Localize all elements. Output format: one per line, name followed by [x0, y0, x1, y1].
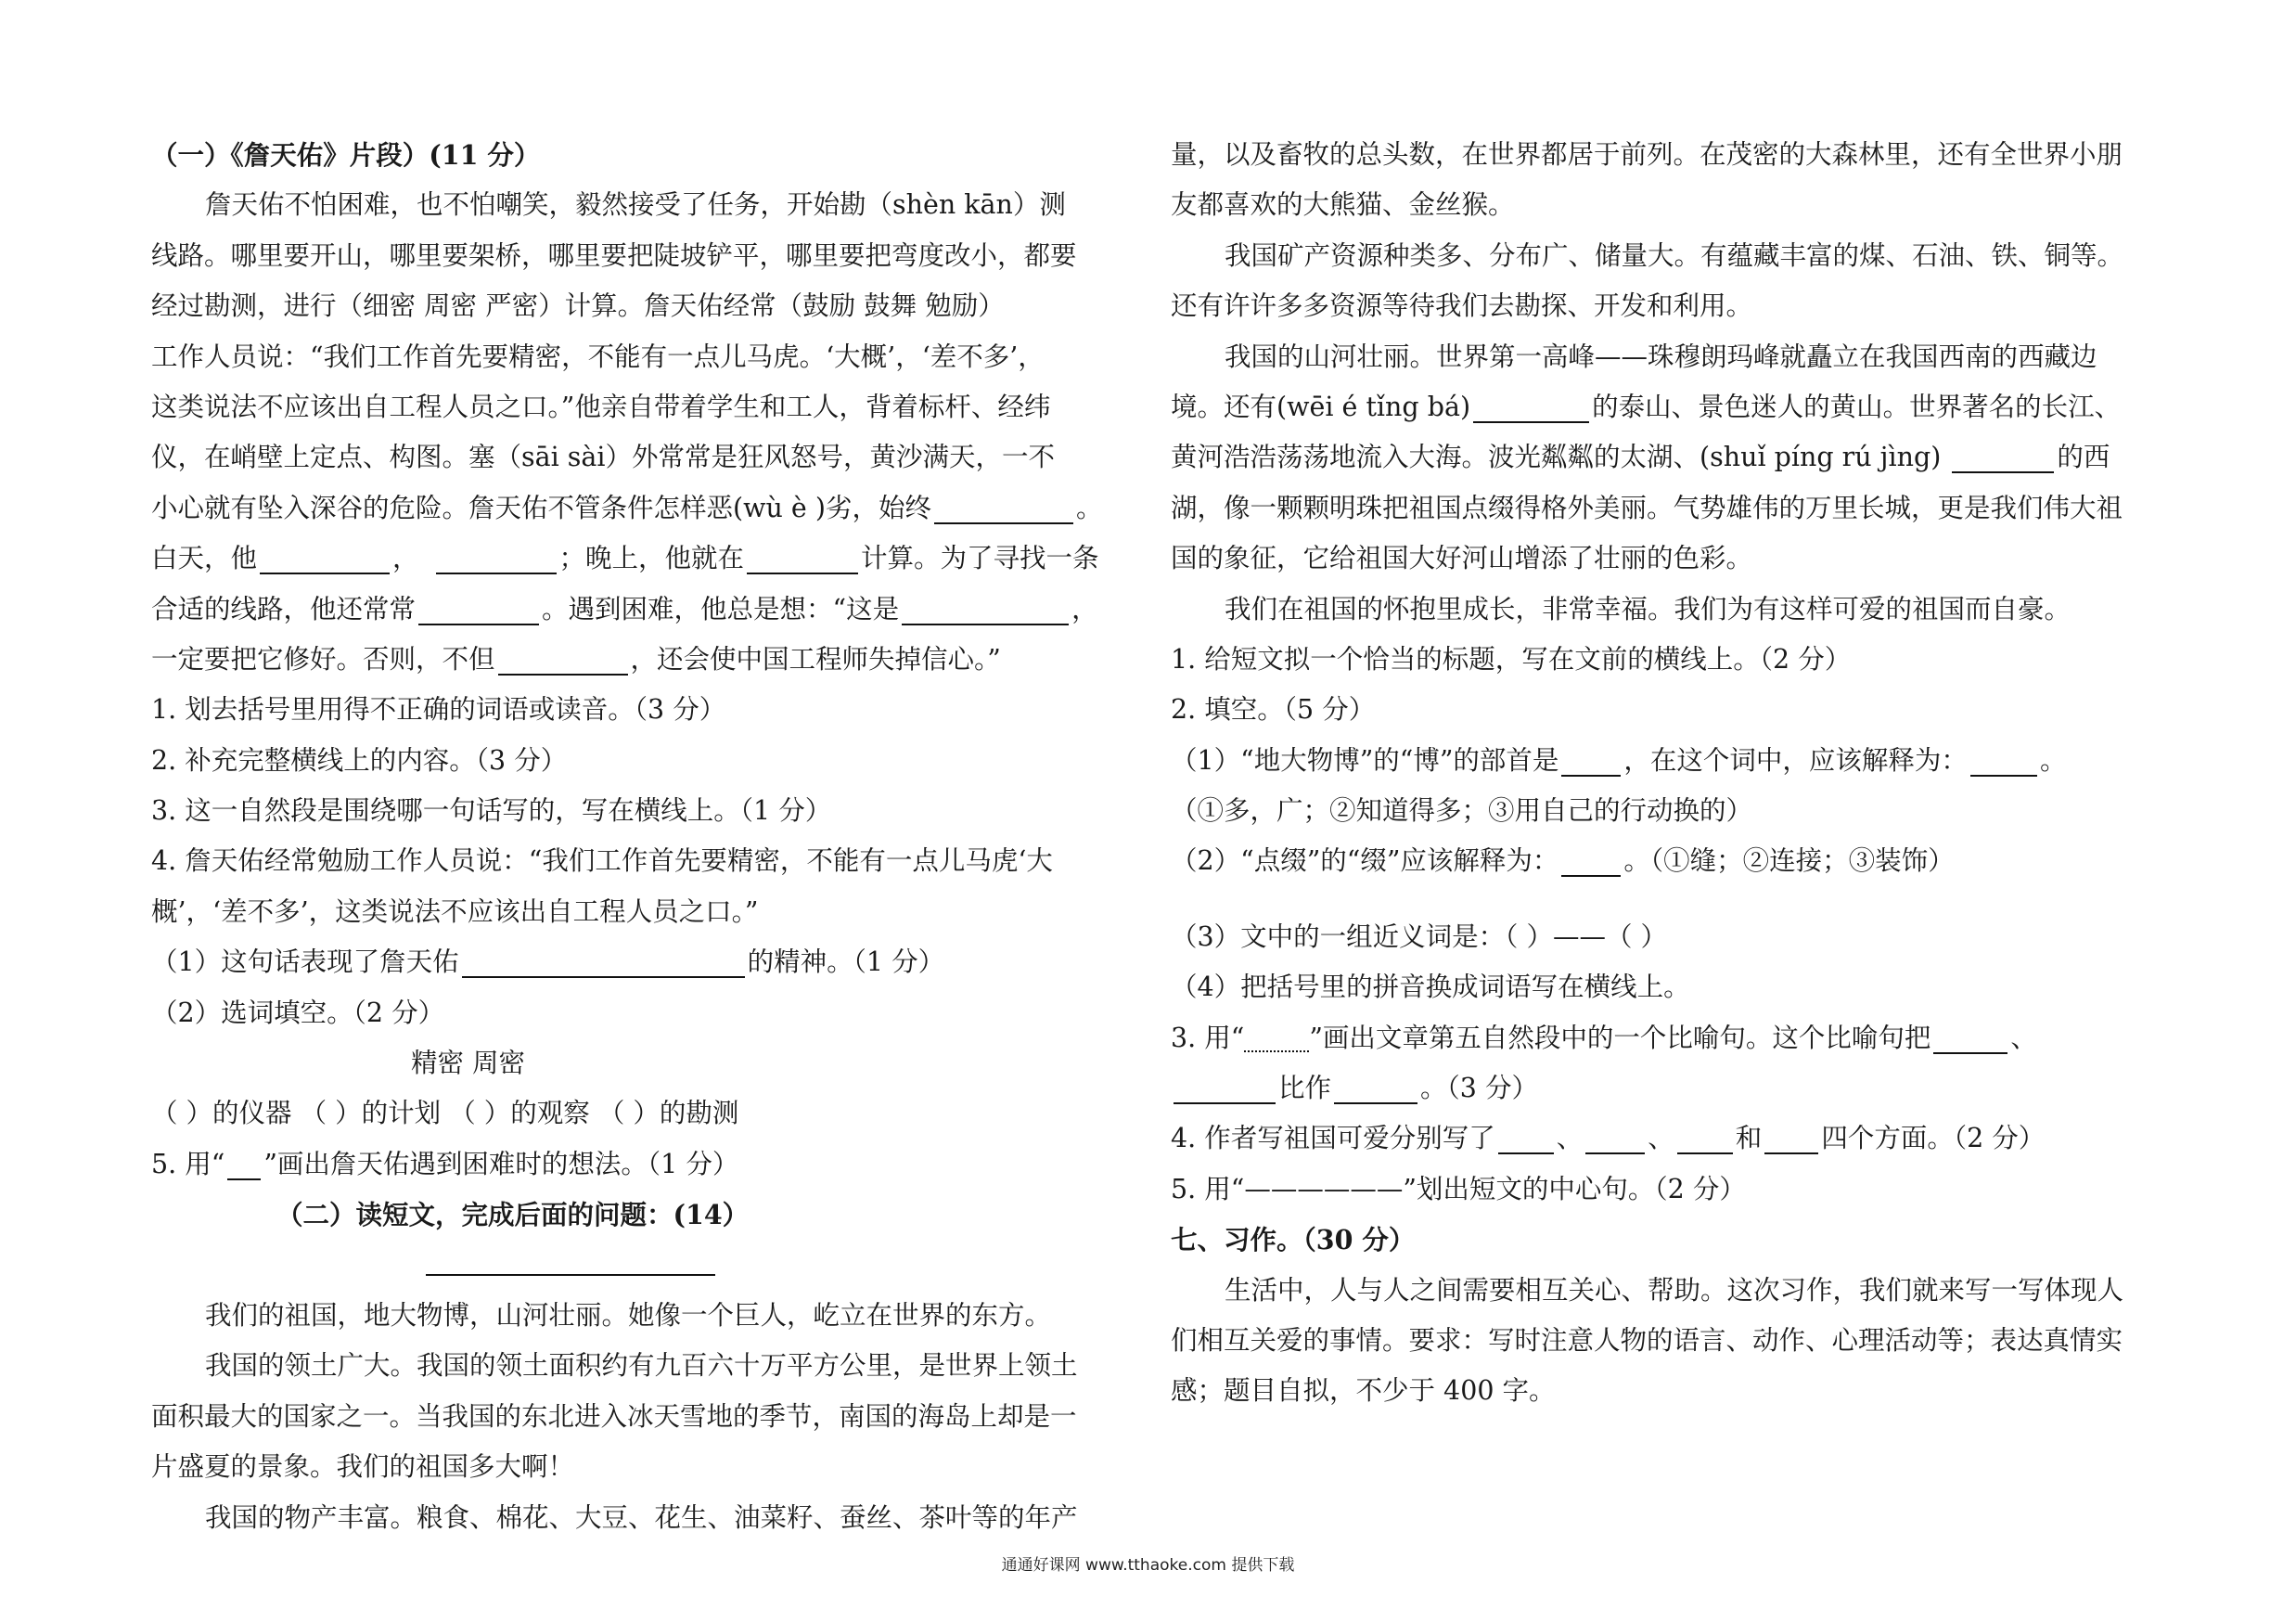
article-line: 我国的领土广大。我国的领土面积约有九百六十万平方公里，是世界上领土	[205, 1350, 1078, 1382]
question-5: 5. 用“——————”划出短文的中心句。（2 分）	[1171, 1173, 1746, 1204]
question-1: 1. 给短文拟一个恰当的标题，写在文前的横线上。（2 分）	[1171, 643, 1852, 675]
article-line: 我们的祖国，地大物博，山河壮丽。她像一个巨人，屹立在世界的东方。	[205, 1299, 1052, 1331]
question-2-4: （4）把括号里的拼音换成词语写在横线上。	[1171, 972, 1690, 1003]
section-two-title: （二）读短文，完成后面的问题：(14）	[276, 1199, 750, 1231]
question-4: 4. 詹天佑经常勉励工作人员说：“我们工作首先要精密，不能有一点儿马虎‘大	[151, 845, 1053, 877]
passage-text: ，	[392, 543, 419, 574]
question-text: ”画出詹天佑遇到困难时的想法。（1 分）	[263, 1148, 739, 1179]
answer-blank[interactable]	[1561, 843, 1621, 877]
answer-blank[interactable]	[1764, 1121, 1818, 1154]
underline-sample	[227, 1147, 261, 1180]
question-text: 、	[2010, 1022, 2037, 1053]
answer-blank[interactable]	[1498, 1121, 1554, 1154]
question-text: 。	[2039, 744, 2067, 776]
answer-blank[interactable]	[1561, 743, 1621, 777]
answer-blank[interactable]	[1970, 743, 2037, 777]
article-line	[1171, 382, 2154, 432]
answer-blank[interactable]	[436, 541, 557, 574]
question-4-cont: 概’，‘差不多’，这类说法不应该出自工程人员之口。”	[151, 895, 759, 927]
question-1: 1. 划去括号里用得不正确的词语或读音。（3 分）	[151, 694, 726, 726]
passage-line: 詹天佑不怕困难，也不怕嘲笑，毅然接受了任务，开始勘（shèn kān）测	[205, 189, 1066, 221]
question-3-cont	[1171, 1063, 2154, 1114]
answer-blank[interactable]	[418, 592, 539, 625]
passage-line: 经过勘测，进行（细密 周密 严密）计算。詹天佑经常（鼓励 鼓舞 勉励）	[151, 290, 1005, 322]
passage-line	[151, 635, 1099, 685]
title-blank[interactable]	[151, 1241, 1099, 1291]
answer-blank[interactable]	[902, 592, 1069, 625]
passage-line: 工作人员说：“我们工作首先要精密，不能有一点儿马虎。‘大概’，‘差不多’，	[151, 341, 1045, 372]
question-3	[1171, 1013, 2154, 1063]
article-line: 片盛夏的景象。我们的祖国多大啊！	[151, 1451, 575, 1483]
answer-blank[interactable]	[260, 541, 390, 574]
answer-blank[interactable]	[1473, 390, 1589, 423]
question-text: 和	[1735, 1123, 1763, 1154]
question-4-1	[151, 937, 1099, 987]
question-2-3: （3）文中的一组近义词是：（ ）——（ ）	[1171, 920, 1668, 952]
passage-text: ；晚上，他就在	[558, 543, 745, 574]
question-text: （1）这句话表现了詹天佑	[151, 946, 459, 978]
answer-blank[interactable]	[1952, 440, 2054, 473]
passage-line	[151, 534, 1099, 584]
question-2-1-options: （①多，广；②知道得多；③用自己的行动换的）	[1171, 795, 1753, 827]
article-text: 黄河浩浩荡荡地流入大海。波光粼粼的太湖、(shuǐ píng rú jìng)	[1171, 442, 1942, 473]
article-line: 面积最大的国家之一。当我国的东北进入冰天雪地的季节，南国的海岛上却是一	[151, 1400, 1077, 1432]
passage-line: 这类说法不应该出自工程人员之口。”他亲自带着学生和工人，背着标杆、经纬	[151, 391, 1051, 422]
question-text: 四个方面。（2 分）	[1821, 1123, 2046, 1154]
answer-blank[interactable]	[498, 642, 628, 676]
passage-text: 一定要把它修好。否则，不但	[151, 643, 495, 675]
article-line: 我国的山河壮丽。世界第一高峰——珠穆朗玛峰就矗立在我国西南的西藏边	[1225, 341, 2097, 372]
question-text: 。（3 分）	[1420, 1073, 1538, 1104]
passage-text: 。遇到困难，他总是想：“这是	[542, 593, 900, 624]
answer-blank[interactable]	[1174, 1071, 1276, 1104]
question-text: 4. 作者写祖国可爱分别写了	[1171, 1123, 1495, 1154]
article-text: 的泰山、景色迷人的黄山。世界著名的长江、	[1592, 391, 2122, 422]
article-line: 量，以及畜牧的总头数，在世界都居于前列。在茂密的大森林里，还有全世界小朋	[1171, 139, 2123, 170]
answer-blank[interactable]	[747, 541, 858, 574]
question-text: 比作	[1278, 1073, 1332, 1104]
question-text: （2）“点缀”的“缀”应该解释为：	[1171, 845, 1559, 877]
passage-line: 仪，在峭壁上定点、构图。塞（sāi sài）外常常是狂风怒号，黄沙满天，一不	[151, 442, 1056, 473]
article-text: 境。还有(wēi é tǐng bá)	[1171, 391, 1471, 422]
passage-text: ，	[1071, 593, 1098, 624]
writing-prompt-line: 们相互关爱的事情。要求：写时注意人物的语言、动作、心理活动等；表达真情实	[1171, 1324, 2123, 1356]
passage-text: 白天，他	[151, 543, 258, 574]
article-line: 友都喜欢的大熊猫、金丝猴。	[1171, 189, 1515, 221]
article-line: 我国矿产资源种类多、分布广、储量大。有蕴藏丰富的煤、石油、铁、铜等。	[1225, 239, 2124, 271]
word-choices: 精密 周密	[411, 1048, 526, 1079]
question-text: （1）“地大物博”的“博”的部首是	[1171, 744, 1559, 776]
question-text: ，在这个词中，应该解释为：	[1623, 744, 1968, 776]
question-text: ”画出文章第五自然段中的一个比喻句。这个比喻句把	[1309, 1022, 1931, 1053]
writing-prompt-line: 感；题目自拟，不少于 400 字。	[1171, 1375, 1556, 1407]
passage-text: 计算。为了寻找一条	[861, 543, 1099, 574]
question-text: 、	[1556, 1123, 1584, 1154]
article-line: 我国的物产丰富。粮食、棉花、大豆、花生、油菜籽、蚕丝、茶叶等的年产	[205, 1501, 1078, 1533]
question-text: 的精神。（1 分）	[747, 946, 945, 978]
left-column	[151, 130, 1103, 1543]
question-text: 3. 用“	[1171, 1022, 1245, 1053]
wavy-underline-sample	[1244, 1023, 1309, 1052]
passage-text: 小心就有坠入深谷的危险。詹天佑不管条件怎样恶(wù è )劣，始终	[151, 492, 931, 523]
footer-source: 通通好课网 www.tthaoke.com 提供下载	[1001, 1556, 1295, 1575]
answer-blank[interactable]	[1585, 1121, 1645, 1154]
question-3: 3. 这一自然段是围绕哪一句话写的，写在横线上。（1 分）	[151, 795, 832, 827]
answer-blank[interactable]	[1334, 1071, 1417, 1104]
question-text: 5. 用“	[151, 1148, 225, 1179]
title-underline	[426, 1274, 715, 1276]
question-4	[1171, 1114, 2154, 1164]
question-2-1	[1171, 736, 2154, 786]
right-column	[1171, 130, 2154, 1417]
passage-text: 。	[1075, 492, 1103, 523]
question-text: 、	[1648, 1123, 1674, 1154]
article-line	[1171, 432, 2154, 483]
article-line: 还有许许多多资源等待我们去勘探、开发和利用。	[1171, 290, 1753, 322]
question-2: 2. 补充完整横线上的内容。（3 分）	[151, 744, 568, 776]
article-line: 湖，像一颗颗明珠把祖国点缀得格外美丽。气势雄伟的万里长城，更是我们伟大祖	[1171, 492, 2123, 523]
question-5	[151, 1139, 1099, 1190]
answer-blank[interactable]	[934, 491, 1073, 524]
fill-in-choices: （ ）的仪器 （ ）的计划 （ ）的观察 （ ）的勘测	[151, 1098, 739, 1129]
answer-blank[interactable]	[462, 945, 745, 978]
passage-text: 合适的线路，他还常常	[151, 593, 417, 624]
passage-line	[151, 585, 1099, 635]
spacer	[1171, 887, 2154, 912]
question-2-2	[1171, 836, 2154, 886]
question-text: 。（①缝；②连接；③装饰）	[1623, 845, 1955, 877]
question-2: 2. 填空。（5 分）	[1171, 694, 1376, 726]
passage-line: 线路。哪里要开山，哪里要架桥，哪里要把陡坡铲平，哪里要把弯度改小，都要	[151, 239, 1077, 271]
question-4-2: （2）选词填空。（2 分）	[151, 997, 445, 1028]
answer-blank[interactable]	[1933, 1021, 2007, 1054]
passage-line	[151, 483, 1103, 534]
article-line: 我们在祖国的怀抱里成长，非常幸福。我们为有这样可爱的祖国而自豪。	[1225, 593, 2072, 624]
answer-blank[interactable]	[1677, 1121, 1733, 1154]
article-text: 的西	[2057, 442, 2110, 473]
section-one-title: （一）《詹天佑》片段）(11 分）	[151, 139, 541, 171]
section-seven-title: 七、习作。（30 分）	[1171, 1224, 1416, 1256]
article-line: 国的象征，它给祖国大好河山增添了壮丽的色彩。	[1171, 543, 1753, 574]
passage-text: ，还会使中国工程师失掉信心。”	[630, 643, 1001, 675]
writing-prompt-line: 生活中，人与人之间需要相互关心、帮助。这次习作，我们就来写一写体现人	[1225, 1274, 2124, 1306]
